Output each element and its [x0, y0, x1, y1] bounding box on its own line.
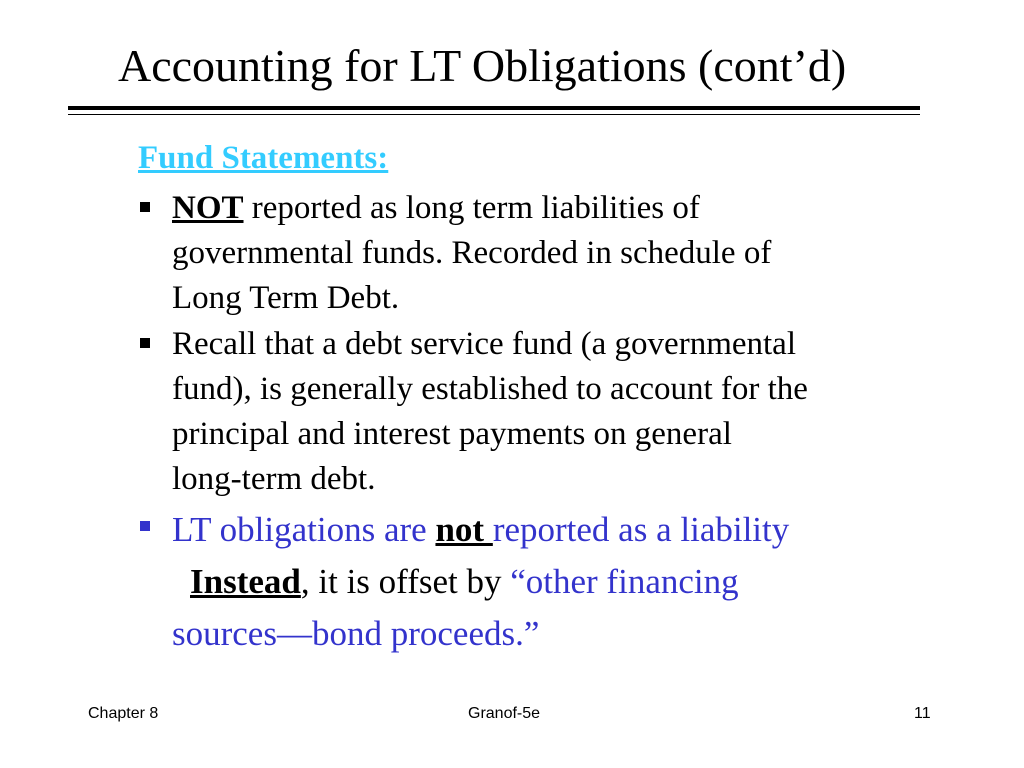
bullet3-mid: , it is offset by	[300, 562, 511, 601]
title-rule-thin	[68, 114, 920, 115]
emphasis-not-lower: not	[435, 510, 493, 549]
footer-chapter: Chapter 8	[88, 705, 159, 722]
emphasis-not: NOT	[172, 190, 244, 226]
bullet-not-reported	[172, 186, 962, 321]
bullet1-line2: governmental funds. Recorded in schedule of	[172, 235, 772, 271]
bullet3-post: reported as a liability	[492, 510, 790, 549]
square-bullet-icon	[140, 521, 150, 531]
footer-source: Granof-5e	[468, 705, 541, 722]
bullet1-line3: Long Term Debt.	[172, 280, 400, 316]
square-bullet-icon	[140, 202, 150, 212]
emphasis-instead: Instead	[190, 562, 301, 601]
footer-page-number: 11	[914, 705, 931, 722]
bullet2-line2: fund), is generally established to account for the	[172, 371, 808, 407]
bullet-debt-service-fund	[172, 322, 962, 502]
bullet3-quote2: sources—bond proceeds.”	[172, 614, 540, 653]
bullet2-line4: long-term debt.	[172, 461, 376, 497]
title-rule-thick	[68, 106, 920, 110]
bullet3-quote1: “other financing	[510, 562, 739, 601]
bullet2-line3: principal and interest payments on general	[172, 416, 732, 452]
bullet2-line1: Recall that a debt service fund (a governmental	[172, 326, 796, 362]
square-bullet-icon	[140, 338, 150, 348]
bullet3-pre: LT obligations are	[172, 510, 436, 549]
bullet1-line1: reported as long term liabilities of	[243, 190, 700, 226]
bullet-lt-obligations	[172, 504, 962, 660]
section-heading: Fund Statements:	[138, 140, 389, 176]
slide-title: Accounting for LT Obligations (cont’d)	[118, 40, 847, 91]
